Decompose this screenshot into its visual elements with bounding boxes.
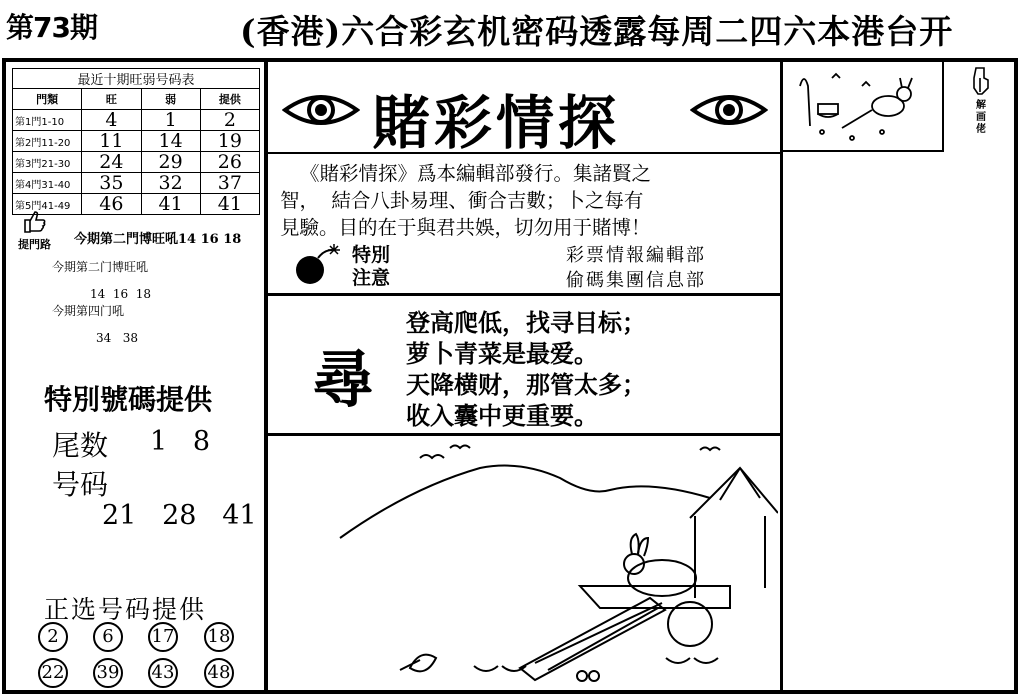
tips-line-4: 今期第四门吼 [52, 304, 125, 318]
cell-value: 37 [200, 173, 259, 194]
tail-label: 尾数 [52, 429, 109, 462]
row-label: 第3門21-30 [13, 152, 82, 173]
cell-value: 32 [141, 173, 200, 194]
banner-title: 賭彩情探 [372, 89, 621, 157]
side-panel-caption: 解画佬 [976, 100, 986, 135]
column-header: 門類 [13, 89, 82, 110]
cell-value: 26 [200, 152, 259, 173]
pick-number: 6 [93, 622, 123, 652]
cell-value: 29 [141, 152, 200, 173]
riddle-divider [268, 433, 780, 436]
stats-table [12, 68, 260, 215]
riddle-key-char: 尋 [312, 343, 375, 416]
notice-label-top: 特別 [352, 244, 391, 266]
cell-value: 35 [82, 173, 141, 194]
table-row [13, 131, 260, 152]
tips-badge: 提門路 [18, 238, 51, 251]
column-header: 旺 [82, 89, 141, 110]
pick-number: 48 [204, 658, 234, 688]
intro-line-2: 智， 結合八卦易理、衝合吉數；卜之每有 [280, 189, 644, 212]
pick-number: 22 [38, 658, 68, 688]
pick-number: 18 [204, 622, 234, 652]
table-row [13, 173, 260, 194]
pick-number: 2 [38, 622, 68, 652]
table-row [13, 152, 260, 173]
column-header: 提供 [200, 89, 259, 110]
right-divider [780, 58, 783, 694]
cell-value: 2 [200, 110, 259, 131]
table-row [13, 194, 260, 215]
riddle-line-3: 天降横财，那管太多； [406, 371, 646, 399]
picks-title: 正选号码提供 [44, 595, 207, 624]
table-row [13, 110, 260, 131]
riddle-line-2: 萝卜青菜是最爱。 [406, 340, 598, 368]
cartoon-illustration [792, 66, 940, 148]
side-panel-divider [783, 150, 943, 152]
side-panel-split [942, 62, 944, 152]
cell-value: 11 [82, 131, 141, 152]
special-title: 特別號碼提供 [44, 383, 213, 416]
cell-value: 46 [82, 194, 141, 215]
page-title: (香港)六合彩玄机密码透露每周二四六本港台开 [240, 12, 954, 51]
intro-line-3: 見驗。目的在于與君共娛，切勿用于賭博！ [280, 216, 651, 239]
cell-value: 19 [200, 131, 259, 152]
rabbit-illustration [270, 438, 778, 690]
tail-values: 1 8 [150, 426, 211, 457]
eye-icon [690, 88, 768, 132]
riddle-line-4: 收入囊中更重要。 [406, 402, 598, 430]
intro-line-1: 《賭彩情探》爲本編輯部發行。集諸賢之 [300, 162, 652, 185]
cell-value: 41 [200, 194, 259, 215]
bomb-icon [292, 242, 352, 286]
eye-icon [282, 88, 360, 132]
row-label: 第2門11-20 [13, 131, 82, 152]
cell-value: 24 [82, 152, 141, 173]
tips-line-3: 14 16 18 [90, 287, 152, 301]
row-label: 第4門31-40 [13, 173, 82, 194]
notice-dept-2: 偷碼集團信息部 [566, 270, 706, 291]
cell-value: 41 [141, 194, 200, 215]
pick-number: 39 [93, 658, 123, 688]
pointing-hand-icon [970, 66, 994, 96]
tips-line-2: 今期第二门博旺吼 [52, 260, 149, 274]
cell-value: 4 [82, 110, 141, 131]
stats-caption: 最近十期旺弱号码表 [13, 69, 260, 89]
issue-number: 第73期 [6, 11, 97, 44]
thumbs-up-icon [22, 208, 48, 234]
cell-value: 14 [141, 131, 200, 152]
row-label: 第1門1-10 [13, 110, 82, 131]
pick-number: 43 [148, 658, 178, 688]
number-values: 21 28 41 [102, 500, 257, 531]
column-header: 弱 [141, 89, 200, 110]
riddle-line-1: 登高爬低，找寻目标； [406, 309, 646, 337]
tips-line-5: 34 38 [96, 331, 138, 345]
cell-value: 1 [141, 110, 200, 131]
pick-number: 17 [148, 622, 178, 652]
row-label: 第5門41-49 [13, 194, 82, 215]
notice-dept-1: 彩票情報編輯部 [566, 245, 706, 266]
intro-divider [268, 293, 780, 296]
tips-line-1: 今期第二門博旺吼14 16 18 [74, 232, 242, 247]
notice-label-bottom: 注意 [352, 267, 391, 289]
number-label: 号码 [52, 468, 109, 501]
